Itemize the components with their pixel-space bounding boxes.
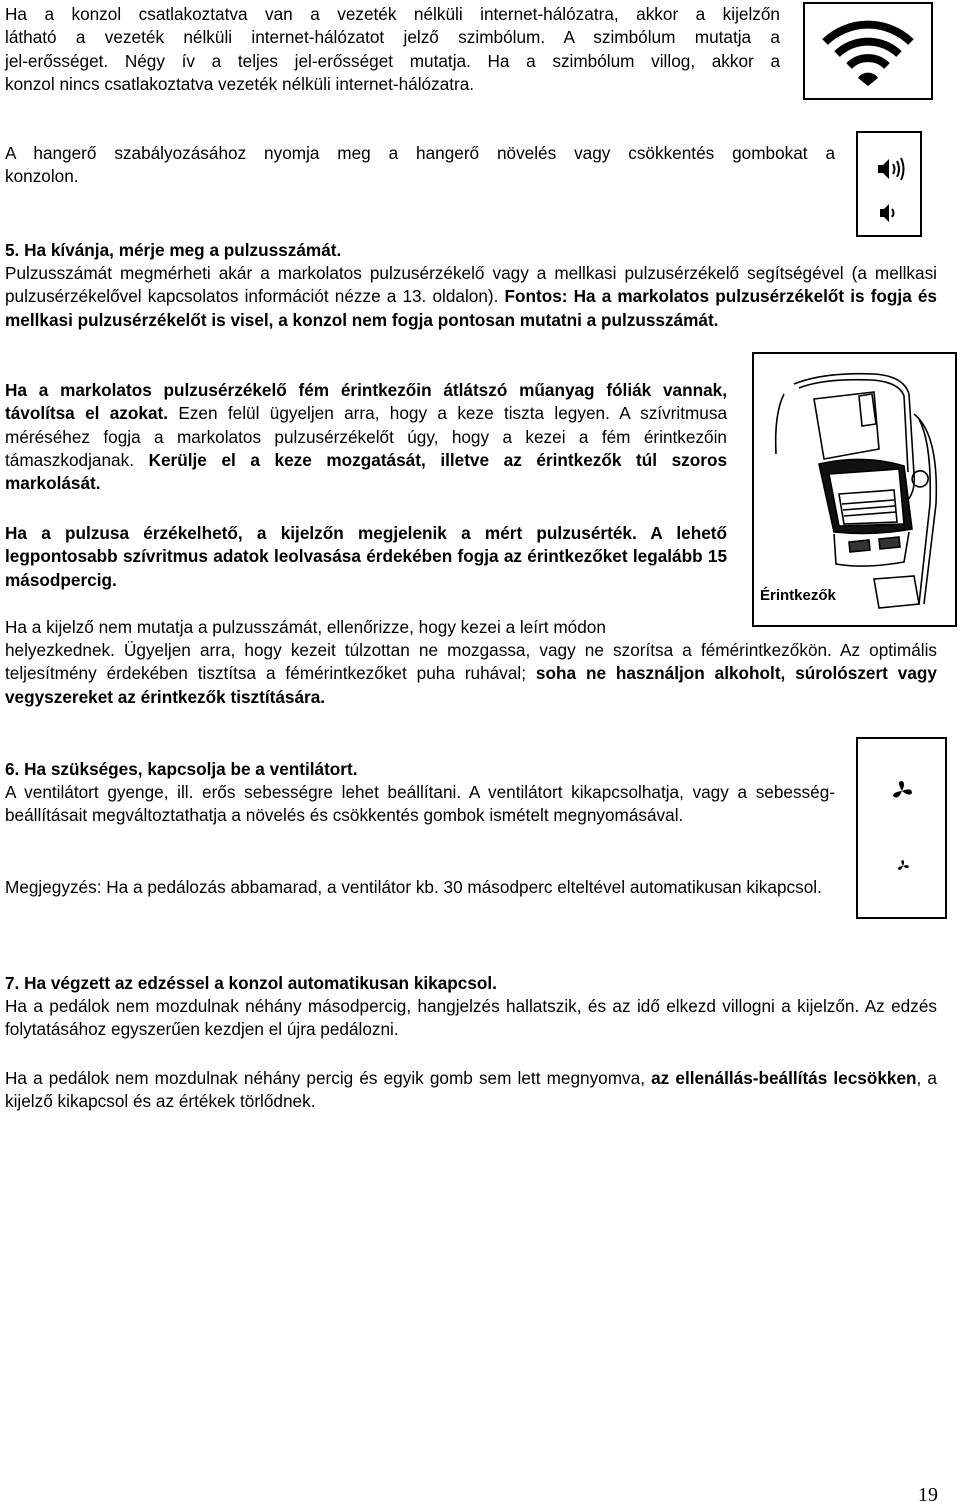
section7-paragraph-2 xyxy=(5,1067,937,1114)
section7-p2-text: Ha a pedálok nem mozdulnak néhány percig és egyik gomb sem lett megnyomva, xyxy=(5,1068,652,1088)
wifi-icon xyxy=(805,4,931,98)
section5-p2-bold-a: Ha a markolatos pulzusérzékelő fém érintkezőin átlátszó műanyag fóliák vannak, távolítsa el azokat. xyxy=(5,380,727,424)
wifi-icon-box xyxy=(803,2,933,100)
volume-paragraph xyxy=(5,142,835,189)
section5-p2-text: Ezen felül ügyeljen arra, hogy a keze tiszta legyen. A szívritmusa méréséhez fogja a markolatos pulzusérzékelőt úgy, hogy a kezei a fém érintkezőin támaszkodjanak. xyxy=(5,403,727,470)
wifi-line-4: konzol nincs csatlakoztatva vezeték nélküli internet-hálózatra. xyxy=(5,73,475,94)
section7-paragraph-1 xyxy=(5,995,937,1042)
section5-p4-rest: helyezkednek. Ügyeljen arra, hogy kezeit túlzottan ne mozgassa, vagy ne szorítsa a fémérintkezőkön. Az optimális teljesítmény érdekében tisztítsa a fémérintkezőket puha ruhával; xyxy=(5,640,937,684)
section6-heading: 6. Ha szükséges, kapcsolja be a ventilátort. xyxy=(5,759,358,779)
section5-heading: 5. Ha kívánja, mérje meg a pulzusszámát. xyxy=(5,240,342,260)
section5-paragraph-4 xyxy=(5,639,937,709)
volume-icon-box xyxy=(856,131,922,237)
volume-up-icon xyxy=(876,155,906,183)
section5-paragraph-3 xyxy=(5,522,727,592)
wifi-paragraph xyxy=(5,3,780,96)
fan-high-icon xyxy=(890,779,914,803)
section5-paragraph-1 xyxy=(5,262,937,332)
volume-down-icon xyxy=(878,203,900,223)
wifi-line-3: jel-erősséget. Négy ív a teljes jel-erősséget mutatja. Ha a szimbólum villog, akkor a xyxy=(5,50,780,71)
section7-p2-bold: az ellenállás-beállítás lecsökken xyxy=(651,1068,917,1088)
section5-paragraph-2 xyxy=(5,379,727,495)
volume-line-1: A hangerő szabályozásához nyomja meg a hangerő növelés vagy csökkentés gombokat a xyxy=(5,143,835,163)
fan-low-icon xyxy=(896,859,910,873)
section5-p1-text: Pulzusszámát megmérheti akár a markolatos pulzusérzékelő vagy a mellkasi pulzusérzékelő segítségével (a mellkasi pulzusérzékelővel kapcsolatos információt nézze a 13. oldalon). xyxy=(5,263,937,307)
section6-paragraph-1 xyxy=(5,781,835,828)
fan-icon-box xyxy=(856,737,947,919)
section5-p2-bold-b: Kerülje el a keze mozgatását, illetve az érintkezők túl szoros markolását. xyxy=(5,449,728,494)
wifi-line-2: látható a vezeték nélküli internet-hálózatot jelző szimbólum. A szimbólum mutatja a xyxy=(5,27,780,48)
console-figure-box xyxy=(752,352,957,627)
section6-p1-text: A ventilátort gyenge, ill. erős sebességre lehet beállítani. A ventilátort kikapcsolhatja, vagy a sebesség-beállításait megváltoztathatja a növelés és csökkentés gombok ismételt megnyomásával. xyxy=(5,782,835,826)
section7-p2-end: , a kijelző kikapcsol és az értékek törlődnek. xyxy=(5,1068,937,1112)
section5-p3-bold: Ha a pulzusa érzékelhető, a kijelzőn megjelenik a mért pulzusérték. A lehető legpontosabb szívritmus adatok leolvasása érdekében fogja az érintkezőket legalább 15 másodpercig. xyxy=(5,523,727,590)
section5-p4-bold: soha ne használjon alkoholt, súrolószert vagy vegyszereket az érintkezők tisztítására. xyxy=(5,663,937,707)
section5-p1-bold: Fontos: Ha a markolatos pulzusérzékelőt is fogja és mellkasi pulzusérzékelőt is visel, a konzol nem fogja pontosan mutatni a pulzusszámát. xyxy=(5,286,937,330)
page-number: 19 xyxy=(918,1483,938,1506)
section6-paragraph-2 xyxy=(5,876,835,899)
section5-p4-line1: Ha a kijelző nem mutatja a pulzusszámát, ellenőrizze, hogy kezei a leírt módon xyxy=(5,617,606,637)
section7-p1-text: Ha a pedálok nem mozdulnak néhány másodpercig, hangjelzés hallatszik, és az idő elkezd villogni a kijelzőn. Az edzés folytatásához egyszerűen kezdjen el újra pedálozni. xyxy=(5,996,937,1040)
volume-line-2: konzolon. xyxy=(5,166,79,187)
console-figure-label: Érintkezők xyxy=(760,586,836,604)
section6-p2-text: Megjegyzés: Ha a pedálozás abbamarad, a ventilátor kb. 30 másodperc elteltével automatikusan kikapcsol. xyxy=(5,877,822,897)
wifi-line-1: Ha a konzol csatlakoztatva van a vezeték nélküli internet-hálózatra, akkor a kijelzőn xyxy=(5,4,780,24)
section7-heading: 7. Ha végzett az edzéssel a konzol automatikusan kikapcsol. xyxy=(5,973,497,993)
